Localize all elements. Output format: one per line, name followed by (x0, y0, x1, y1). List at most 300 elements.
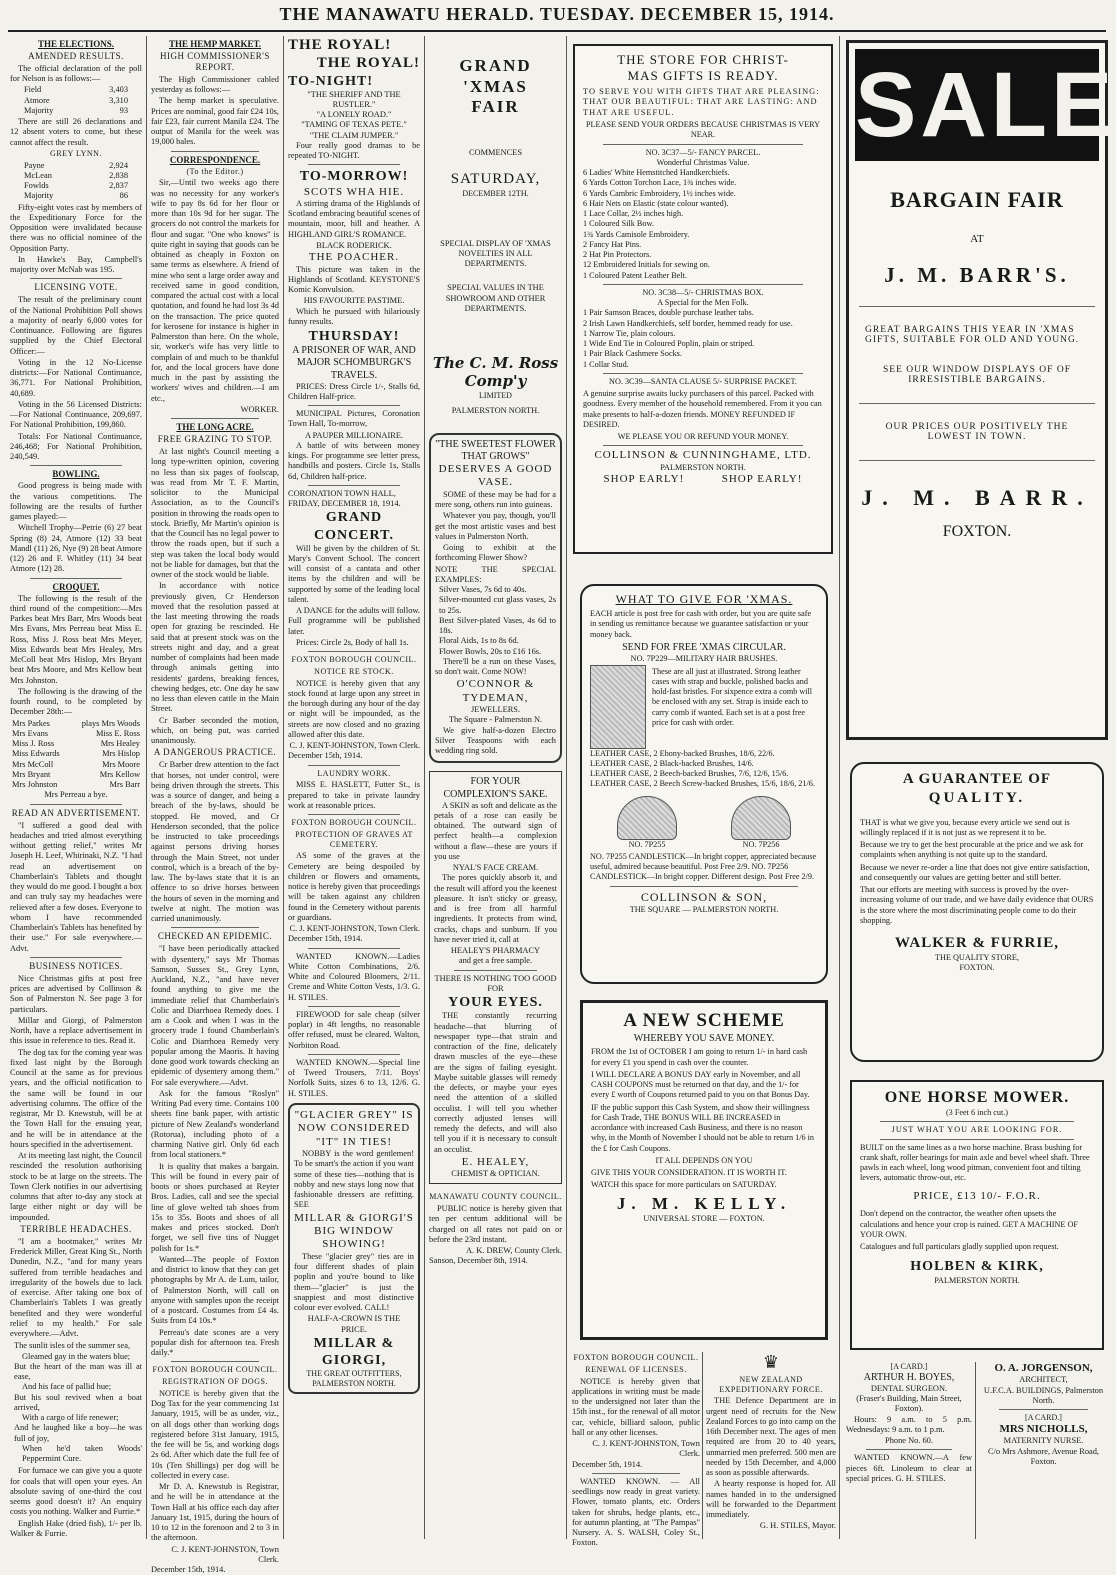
article-text: Will be given by the children of St. Mary's Convent School. The concert will consist of a cantata and other items by the children and will be supported by some of the leading local talent. (288, 543, 420, 604)
table-row: Miss J. Ross Mrs Healey (12, 739, 140, 749)
divider (308, 651, 400, 652)
column-rule (283, 36, 284, 1539)
draw-table (12, 719, 140, 801)
hemp-heading: THE HEMP MARKET. (168, 39, 262, 49)
xmas: 'XMAS (463, 76, 528, 96)
grand-concert: GRAND CONCERT. (314, 510, 394, 543)
article-text: A DANCE for the adults will follow. Full programme will be published later. (288, 606, 420, 636)
divider (30, 465, 122, 466)
royal-line-1: THE ROYAL! (288, 37, 392, 53)
grey-lynn: GREY LYNN. (50, 148, 102, 158)
divider (603, 373, 803, 374)
signature: A. K. DREW, County Clerk. (465, 1246, 562, 1256)
card-address: C/o Mrs Ashmore, Avenue Road, Foxton. (987, 1446, 1100, 1466)
ad-text: The pores quickly absorb it, and the result will afford you the keenest pleasure. It isn't sticky or greasy, and is free from all harmful ingredients. It protects from wind, cracks, chaps and sunburn. If you have never tried it, call at (434, 873, 557, 944)
column-rule (839, 36, 840, 1539)
barr-foxton: FOXTON. (942, 523, 1012, 540)
holben-kirk: HOLBEN & KIRK, (910, 1259, 1044, 1275)
business-heading: BUSINESS NOTICES. (29, 960, 123, 971)
tonight-heading: TO-NIGHT! (288, 73, 373, 89)
candlestick-number: NO. 7P256 (742, 839, 780, 849)
article-text: The official declaration of the poll for Nelson is as follows:— (10, 63, 142, 84)
table-row: Mrs Bryant Mrs Kellow (12, 769, 140, 779)
article-text: MISS E. HASLETT, Futter St., is prepared to take in private laundry work at reasonable prices. (288, 780, 420, 810)
kelly-sub: UNIVERSAL STORE — FOXTON. (643, 1213, 765, 1223)
divider (308, 405, 400, 406)
article-text: In accordance with notice previously given, Cr Henderson moved that the resolution passed at the last meeting throwing the roads open for grazing be rescinded. He said that at present stock was on the streets night and day, and a great number of complaints had been made through animals getting into residents' gardens, breaking fences, chewing hedges, etc. One day he saw no less than eleven cattle in the Main Street. (151, 581, 279, 714)
article-text: A battle of wits between money kings. For programme see letter press, handbills and posters. Circle 1s, Stalls 6d, Children half-price. (288, 440, 420, 481)
county-notice (429, 1192, 562, 1266)
jewellers: JEWELLERS. (470, 705, 521, 715)
grand: GRAND (459, 56, 532, 75)
parcel-1-sub: Wonderful Christmas Value. (656, 157, 750, 167)
column-4 (429, 36, 562, 1541)
card-tag: [A CARD.] (890, 1362, 928, 1371)
card-name: O. A. JORGENSON, (994, 1362, 1093, 1374)
divider (603, 144, 803, 145)
column-1 (10, 36, 142, 1541)
divider (603, 445, 803, 446)
millionaire: A PAUPER MILLIONAIRE. (304, 430, 404, 440)
film-title: "THE SHERIFF AND THE RUSTLER." (307, 89, 401, 109)
table-row: McLean 2,838 (24, 170, 128, 180)
card-name: MRS NICHOLLS, (999, 1422, 1088, 1435)
case-line: LEATHER CASE, 2 Beech-backed Brushes, 7/6, 12/6, 15/6. (590, 769, 789, 778)
store-heading-1: THE STORE FOR CHRIST- (617, 52, 789, 67)
divider (308, 485, 400, 486)
divider (171, 418, 259, 419)
millar-sub: THE GREAT OUTFITTERS, PALMERSTON NORTH. (306, 1368, 402, 1388)
barrs: J. M. BARR'S. (884, 263, 1070, 287)
store-heading-2: MAS GIFTS IS READY. (627, 68, 779, 84)
walker-furrie: WALKER & FURRIE, (895, 935, 1059, 951)
article-text: PUBLIC notice is hereby given that ten per centum additional will be charged on all rates not paid on or before the 23rd instant. (429, 1204, 562, 1244)
card-name: ARTHUR H. BOYES, (863, 1371, 955, 1383)
candlestick-illustration (617, 796, 677, 840)
saturday: SATURDAY, (450, 171, 541, 188)
article-text: A stirring drama of the Highlands of Scotland embracing beautiful scenes of mountain, moor, hill and heather. A HIGHLAND GIRL'S ROMANCE. (288, 198, 420, 239)
tomorrow-heading: TO-MORROW! (299, 169, 409, 185)
send-orders: PLEASE SEND YOUR ORDERS BECAUSE CHRISTMAS IS VERY NEAR. (585, 120, 821, 140)
dentist-card (846, 1362, 972, 1540)
at: AT (970, 233, 984, 245)
poem-line: But his soul revived when a boat arrived, (14, 1392, 142, 1412)
ad-text: BUILT on the same lines as a two horse machine. Brass bushing for crank shaft, roller bearings for main axle and bevel wheel shaft. Three pawls in each wheel, long wood pitman, convenient foot and tilting levers, automatic throw-out, etc. (860, 1142, 1090, 1183)
table-row: Mrs Johnston Mrs Barr (12, 780, 140, 790)
signature: C. J. KENT-JOHNSTON, Town Clerk. (289, 924, 420, 934)
collinson-sub: THE SQUARE — PALMERSTON NORTH. (629, 904, 779, 914)
ross-logo: The C. M. Ross Comp'y (432, 354, 559, 391)
eyes-line: THERE IS NOTHING TOO GOOD FOR (434, 973, 557, 993)
grand-xmas-ad (429, 36, 562, 417)
results-table (24, 161, 128, 202)
article-text: NOTICE is hereby given that applications in writing must be made to the undersigned not later than the 15th inst., for the renewal of all motor car, vehicle, billiard saloon, public hall or any other licenses. (572, 1376, 700, 1437)
article-text: Perreau's date scones are a very popular dish for afternoon tea. Fresh daily.* (151, 1327, 279, 1357)
ad-text: FROM the 1st of OCTOBER I am going to return 1/- in hard cash for every £1 you spend in cash over the counter. (591, 1047, 808, 1067)
ad-text: GIVE THIS YOUR CONSIDERATION. IT IS WORTH IT. (591, 1168, 787, 1177)
table-row: Majority 93 (24, 105, 128, 115)
long-acre-subheading: FREE GRAZING TO STOP. (157, 434, 273, 445)
bye-line: Mrs Perreau a bye. (44, 790, 108, 800)
article-text: Mr D. A. Knewstub is Registrar, and he will be in attendance at the Town Hall at his office each day after January 1st, 1915, during the hours of 10 to 12 in the forenoon and 2 to 3 in the afternoon. (151, 1482, 279, 1543)
card-role: DENTAL SURGEON. (870, 1383, 948, 1393)
divider (610, 886, 798, 887)
article-text: Witchell Trophy—Petrie (6) 27 beat Spring (8) 24, Atmore (12) 33 beat Mandl (11) 26, Nye (9) 28 beat Atmore (12) 26 and F. Whitley (11) 34 beat Atmore (12) 28. (10, 523, 142, 574)
parcel-3-heading: NO. 3C39—SANTA CLAUSE 5/- SURPRISE PACKET. (609, 376, 797, 386)
complexion-ad (429, 771, 562, 1184)
article-text: THE Defence Department are in urgent need of recruits for the New Zealand Forces to go into camp on the 16th December next. The ages of men required are from 20 to 40 years, unmarried men preferred. 500 men are needed by 15th December, and 4,000 as soon as possible afterwards. (706, 1396, 836, 1478)
walker-place: FOXTON. (959, 963, 995, 972)
collinson: COLLINSON & SON, (640, 889, 768, 904)
poem (14, 1341, 142, 1464)
note: NOTE THE SPECIAL EXAMPLES: (435, 564, 556, 584)
shop-early: SHOP EARLY! SHOP EARLY! (603, 473, 803, 486)
article-text: Wanted—The people of Foxton and district to know that they can get photographs by Mr A. de Lum, tailor, of Palmerston North, will call on anyone with samples upon the receipt of a postcard. Costumes from £4 4s. Suits from £4 10s.* (151, 1254, 279, 1326)
what-to-give-heading: WHAT TO GIVE FOR 'XMAS. (615, 592, 793, 606)
article-text: "I suffered a good deal with headaches and tried almost everything without getting relief," writes Mr Joseph H. Leef, Whirinaki, N.Z. "I had read an advertisement on Chamberlain's Tablets and thought they would do me good. I bought a box and can truly say my headaches were relieved after a few doses. Everyone to whom I have recommended Chamberlain's Tablets has benefited by their use." For sale everywhere.—Advt. (10, 820, 142, 953)
square: The Square - Palmerston N. (448, 715, 543, 725)
divider (880, 1139, 1074, 1140)
article-text: It is quality that makes a bargain. This will be found in every pair of boots or shoes purchased at Reyter Bros. Ladies, call and see the special line of glove welted tab shoes from 15s to 35s. Boots and shoes of all makes and prices stocked. Don't forget, we sell five tins of Nugget polish for 1s.* (151, 1161, 279, 1253)
column-rule (146, 36, 147, 1539)
parcel-item: 6 Yards Cambric Embroidery, 1½ inches wide. (583, 188, 736, 198)
special-values: SPECIAL VALUES IN THE SHOWROOM AND OTHER DEPARTMENTS. (445, 283, 546, 313)
poem-line: Gleamed gay in the waters blue; (22, 1351, 131, 1361)
ad-text: THAT is what we give you, because every article we send out is willingly replaced if it is not just as we represent it to be. (860, 817, 1070, 837)
article-text: A hearty response is hoped for. All names handed in to the undersigned will be forwarded to the Department immediately. (706, 1479, 836, 1520)
article-text: In Hawke's Bay, Campbell's majority over McNab was 195. (10, 254, 142, 275)
article-text: For furnace we can give you a quote for coals that will open your eyes. An absolute saving of one-third the cost seems good doesn't it? An enquiry costs you nothing. Walker and Furrie.* (10, 1466, 142, 1517)
column-rule (975, 1362, 976, 1539)
ad-text: IF the public support this Cash System, and show their willingness for Cash Trade, THE BONUS WILL BE INCREASED in accordance with increased Cash Business, and there is no reason why, in the Month of November I should not be able to return 1/6 in the £ for Cash Coupons. (591, 1102, 814, 1153)
divider (30, 278, 122, 279)
article-text: Millar and Giorgi, of Palmerston North, have a replace advertisement in this issue in reference to ties. Read it. (10, 1015, 142, 1046)
date: December 5th, 1914. (572, 1459, 643, 1469)
fair: FAIR (471, 97, 520, 117)
christmas-store-ad (573, 44, 833, 554)
signature: G. H. STILES, Mayor. (759, 1521, 836, 1531)
ad-text: Because we try to get the best procurable at the price and we ask for complaints when anything is not quite up to the standard. (860, 840, 1084, 860)
poem-line: And he laughed like a boy—he was full of joy, (14, 1423, 142, 1443)
ad-text: Don't depend on the contractor, the weather often upsets the calculations and hence your crop is ruined. GET A MACHINE OF YOUR OWN. (860, 1209, 1078, 1239)
card-role: ARCHITECT, (1019, 1375, 1068, 1385)
article-text: NOTICE is hereby given that the Dog Tax for the year commencing 1st January, 1915, will be as under, viz., on all dogs other than working dogs registered before 31st January, 1915, the fee will be 5s, and working dogs 2s 6d. After which date the full fee of 10s (Ten Shillings) per dog will be collected in every case. (151, 1388, 279, 1480)
collinson-cunninghame-sub: PALMERSTON NORTH. (660, 463, 746, 472)
table-row: Fowlds 2,837 (24, 181, 128, 191)
ad-text: Going to exhibit at the forthcoming Flower Show? (435, 543, 556, 563)
candlestick-number: NO. 7P255 (628, 839, 666, 849)
ad-text: THE constantly recurring headache—that blurring of newspaper type—that strain and contraction of the fine, delicately drawn muscles of the eye—these are the signs of failing eyesight. Maybe suitable glasses will remedy the defects, or maybe your eyes need the attention of a skilled occulist. I will tell you whether correctly adjusted lenses will remedy the defects, and will also tell you if it is necessary to consult an occulist. (434, 1011, 557, 1154)
scheme-subheading: WHEREBY YOU SAVE MONEY. (633, 1032, 775, 1044)
signature: C. J. KENT-JOHNSTON, Town Clerk. (592, 1439, 700, 1459)
film-title: "THE CLAIM JUMPER." (309, 130, 399, 140)
scots-heading: SCOTS WHA HIE. (303, 185, 405, 198)
article-text: At its meeting last night, the Council rescinded the resolution authorising stock to be at large on the streets. The Town Clerk notifies in our advertising columns that after to-day any stock at large either night or day will be impounded. (10, 1151, 142, 1222)
article-text: MUNICIPAL Pictures, Coronation Town Hall, To-morrow, (288, 409, 420, 429)
ties-ad (288, 1103, 420, 1395)
ad-text: OUR PRICES OUR POSITIVELY THE LOWEST IN TOWN. (885, 422, 1069, 442)
divider (171, 927, 259, 928)
divider (859, 460, 1095, 461)
ad-text: There'll be a run on these Vases, so don't wait. Come NOW! (435, 656, 556, 677)
looking: JUST WHAT YOU ARE LOOKING FOR. (891, 1125, 1063, 1135)
eyes-heading: YOUR EYES. (448, 995, 543, 1011)
card-tag: [A CARD.] (1025, 1413, 1062, 1423)
example: Floral Aids, 1s to 8s 6d. (439, 636, 519, 646)
poem-line: The sunlit isles of the summer sea, (14, 1341, 131, 1351)
sale-ad (846, 40, 1116, 740)
signature: C. J. KENT-JOHNSTON, Town Clerk. (171, 1544, 279, 1564)
epidemic-heading: CHECKED AN EPIDEMIC. (157, 931, 273, 942)
read-ad-heading: READ AN ADVERTISEMENT. (11, 807, 141, 818)
ross-logo-sub: LIMITED (479, 390, 512, 400)
divider (30, 578, 122, 579)
example: Flower Bowls, 20s to £16 16s. (439, 646, 542, 656)
divider (454, 970, 537, 971)
poem-line: And his face of pallid hue; (22, 1382, 112, 1392)
parcel-item: 1 Coloured Patent Leather Belt. (583, 270, 687, 280)
place: PALMERSTON NORTH. (451, 406, 540, 416)
ad-text: SOME of these may be had for a mere song, others run into guineas. (435, 489, 556, 510)
dogs-subheading: REGISTRATION OF DOGS. (162, 1377, 268, 1386)
table-row: Payne 2,924 (24, 160, 128, 170)
ad-text: That our efforts are meeting with success is proved by the over-increasing volume of our trade, and we have daily evidence that OURS is the store where the most discriminating people come to do their shopping. (860, 885, 1094, 925)
card-role: MATERNITY NURSE. (1003, 1436, 1084, 1446)
masthead: THE MANAWATU HERALD. TUESDAY. DECEMBER 15, 1914. (279, 4, 835, 24)
ad-text: These are all just at illustrated. Strong leather cases with strap and buckle, polished backs and hold-fast bristles. For sixpence extra a comb will be enclosed with any set. Strap is inside each to carry comb if wanted. Each set is at a post free price for cash with order. (652, 666, 813, 727)
article-text: English Hake (dried fish), 1/- per lb. Walker & Furrie. (10, 1518, 142, 1538)
prisoner: A PRISONER OF WAR, AND MAJOR SCHOMBURGK'S TRAVELS. (292, 345, 416, 381)
guarantee-heading: A GUARANTEE OF (902, 771, 1052, 787)
parcel-item: 6 Yards Cotton Torchon Lace, 1¾ inches wide. (583, 178, 737, 188)
ad-text: A genuine surprise awaits lucky purchasers of this parcel. Packed with goodness. Every member of the household remembered. From it you can make presents to half-a-dozen friends. MONEY REFUNDED IF DESIRED. (583, 389, 822, 429)
ad-text: Because we never re-order a line that does not give entire satisfaction, and consequently our values are getting better and still better. (860, 862, 1090, 882)
ad-text: These "glacier grey" ties are in four different shades of plain poplin and you're bound to like them—"glacier" is just the snappiest and most distinctive colour ever evolved. CALL! (294, 1251, 414, 1313)
table-row: Mrs Parkes plays Mrs Woods (12, 718, 140, 728)
parcel-1-heading: NO. 3C37—5/- FANCY PARCEL. (645, 147, 761, 157)
bowling-heading: BOWLING. (52, 469, 100, 480)
article-text: "I have been periodically attacked with dysentery," says Mr Thomas Samson, Sussex St., Grey Lynn, Auckland, N.Z., "and have never found anything to give me the immediate relief that Chamberlain's Colic and Diarrhoea Remedy does. I am a Cook and when I was in the grocery trade I found Chamberlain's Colic and Diarrhoea Remedy very popular among the Maoris. It having done good work towards checking an epidemic of dysentery among them." For sale everywhere.—Advt. (151, 944, 279, 1087)
article-text: Cr Barber drew attention to the fact that horses, not under control, were being driven through the streets. This was a source of danger, and being a breach of the by-laws, should be stopped. He moved, and Cr Henderson seconded, that the police be instructed to take proceedings against persons driving horses through the Main Street, not under control, which is a breach of the by-law. The by-laws state that it is an offence to so drive horses between the hours of seven in the morning and twelve at night. The motion was carried unanimously. (151, 760, 279, 924)
pastime: HIS FAVOURITE PASTIME. (303, 296, 405, 306)
parcel-item: 1 Pair Samson Braces, double purchase leather tabs. (583, 308, 754, 318)
mower-heading: ONE HORSE MOWER. (884, 1089, 1070, 1106)
ad-text: We give half-a-dozen Electro Silver Teaspoons with each wedding ring sold. (435, 725, 556, 756)
divider (859, 403, 1095, 404)
candlestick-a (617, 796, 677, 850)
divider (308, 948, 400, 949)
coronation-date: FRIDAY, DECEMBER 18, 1914. (288, 499, 401, 509)
column-3 (288, 36, 420, 1541)
example: Silver-mounted cut glass vases, 2s to 25s. (439, 595, 556, 615)
depends: IT ALL DEPENDS ON YOU (655, 1155, 753, 1165)
parcel-item: 2 Irish Lawn Handkerchiefs, self border, hemmed ready for use. (583, 318, 793, 328)
divider (592, 1473, 680, 1474)
ad-text: SEE OUR WINDOW DISPLAYS OF OF IRRESISTIBLE BARGAINS. (883, 365, 1071, 385)
article-text: The following is the drawing of the fourth round, to be completed by December 28th:— (10, 686, 142, 717)
parcel-item: 1 Collar Stud. (583, 359, 629, 369)
deserves: DESERVES A GOOD VASE. (438, 462, 553, 489)
divider (308, 1006, 400, 1007)
royal-line-2: THE ROYAL! (316, 55, 420, 72)
table-row: Mrs Evans Miss E. Ross (12, 728, 140, 738)
divider (880, 1121, 1074, 1122)
divider (308, 164, 400, 165)
vase-ad (429, 433, 562, 764)
article-text: AS some of the graves at the Cemetery are being despoiled by children or flowers and ornaments, notice is hereby given that proceedings will be taken against any children found in the Cemetery without parents or guardians. (288, 851, 420, 922)
hemp-subheading: HIGH COMMISSIONER'S REPORT. (160, 50, 270, 72)
ad-text: NO. 7P255 CANDLESTICK—In bright copper, appreciated because useful, admired because beautiful. Post Free 2/9. NO. 7P256 CANDLESTICK—In bright copper. Different design. Post Free 2/9. (590, 851, 817, 882)
poem-line: With a cargo of life renewer; (22, 1413, 119, 1422)
table-row: Field 3,403 (24, 85, 128, 95)
fair-date: DECEMBER 12TH. (462, 188, 529, 198)
example: Silver Vases, 7s 6d to 40s. (439, 585, 527, 595)
complexion-heading: FOR YOUR COMPLEXION'S SAKE. (443, 776, 548, 800)
article-text: Voting in the 12 No-License districts:—For National Continuance, 36,771. For National Prohibition, 40,689. (10, 357, 142, 398)
graves-subheading: PROTECTION OF GRAVES AT CEMETERY. (295, 829, 413, 849)
thursday-heading: THURSDAY! (308, 329, 400, 345)
table-row: Atmore 3,310 (24, 95, 128, 105)
healey-pharmacy: HEALEY'S PHARMACY (450, 946, 541, 956)
barr: J. M. BARR. (861, 485, 1093, 510)
case-line: LEATHER CASE, 2 Beech Screw-backed Brushes, 15/6, 18/6, 21/6. (590, 779, 815, 789)
ad-text: EACH article is post free for cash with order, but you are quite safe in sending us remittance because we guarantee satisfaction or your money back. (590, 609, 812, 639)
article-text: The following is the result of the third round of the competition:—Mrs Parkes beat Mrs Barr, Mrs Woods beat Mrs Evans, Mrs Perreau beat Miss E. Ross, Miss J. Ross beat Mrs Meyer, Miss Edwards beat Mrs Healey, Mrs McColl beat Mrs Hislop, Mrs Bryant beat Mrs Moore, and Mrs Kellow beat Mrs Johnston. (10, 593, 142, 685)
signature: WORKER. (240, 404, 279, 414)
article-text: Nice Christmas gifts at post free prices are advertised by Collinson & Son of Palmerston N. See page 3 for particulars. (10, 973, 142, 1014)
film-title: "A LONELY ROAD." (316, 110, 392, 120)
headaches-heading: TERRIBLE HEADACHES. (20, 1223, 132, 1234)
card-address: (Fraser's Building, Main Street, Foxton). (856, 1394, 962, 1414)
date: December 15th, 1914. (288, 751, 363, 761)
commences: COMMENCES (468, 148, 523, 158)
classified-ad: FIREWOOD for sale cheap (silver poplar) in 4ft lengths, no reasonable offer refused, must be cleared. Walton, Norbiton Road. (288, 1009, 420, 1050)
poem-line: When he'd taken Woods' Peppermint Cure. (22, 1443, 142, 1463)
bargain-fair: BARGAIN FAIR (890, 187, 1064, 212)
window-showing: MILLAR & GIORGI'S BIG WINDOW SHOWING! (294, 1211, 414, 1251)
table-row: Majority 86 (24, 191, 128, 201)
article-text: Sir,—Until two weeks ago there was no necessity for any worker's wife to pay 8s 6d for her flour or more than 10s 9d for her sugar. The grocers do not control the markets for flour and sugar. "One who knows" is quite right in saying that goods can be obtained as cheaply in Foxton on same terms as elsewhere. A friend of mine who sent a large order away and received same in good condition, compared the actual cost with a local quotation, and found he had lost 3s 4d on the transaction. The price quoted for kerosene for instance is higher in Palmerston than here. On the whole, sir, worker's wife has very little to complain of and much to be thankful for, and the local grocers have done much in the past by assisting the workers' wives and children.—I am etc., (151, 178, 279, 403)
divider (30, 957, 122, 958)
to-the-editor: (To the Editor.) (186, 166, 244, 176)
stock-subheading: NOTICE RE STOCK. (314, 666, 394, 676)
article-text: At last night's Council meeting a long type-written opinion, covering no less than six pages of foolscap, was read from Mr T. F. Martin, solicitor to the Municipal Association, as to the Council's position in throwing the roads open to stock. Briefly, Mr Martin's opinion is that the Council has no legal power to throw the roads open, but if such a step was taken the local body would not be liable for damages, but that the owner of the stock would be liable. (151, 447, 279, 580)
collinson-cunninghame: COLLINSON & CUNNINGHAME, LTD. (594, 449, 812, 462)
article-text: PRICES: Dress Circle 1/-, Stalls 6d, Children Half-price. (288, 381, 420, 401)
sale-banner: SALE (855, 49, 1099, 161)
candlestick-illustration (731, 796, 791, 840)
classified-ad: WANTED KNOWN.—A few pieces 6ft. Linoleum to clear at special prices. G. H. STILES. (846, 1453, 972, 1483)
coat-of-arms-icon: ♛ (762, 1352, 780, 1372)
quality-heading: QUALITY. (928, 789, 1026, 806)
licensing-heading: LICENSING VOTE. (34, 282, 118, 293)
example: Best Silver-plated Vases, 4s 6d to 18s. (439, 615, 556, 636)
column-2 (151, 36, 279, 1574)
divider (603, 284, 803, 285)
table-row: Miss Edwards Mrs Hislop (12, 749, 140, 759)
classified-ad: WANTED KNOWN. — All seedlings now ready in great variety. Flower, tomato plants, etc. Orders taken for shrubs, hedge plants, etc., for autumn planting, at "The Pampas" Nursery. A. S. WALSH, Coley St., Foxton. (572, 1476, 700, 1548)
ad-text: WE PLEASE YOU OR REFUND YOUR MONEY. (617, 432, 789, 441)
column-rule (566, 36, 567, 1539)
table-row: Mrs McColl Mrs Moore (12, 759, 140, 769)
correspondence-heading: CORRESPONDENCE. (169, 154, 261, 165)
parcel-item: 6 Ladies' White Hemstitched Handkerchiefs. (583, 168, 730, 177)
article-text: NOTICE is hereby given that any stock found at large upon any street in the borough during any hour of the day or night will be impounded, as the streets are now closed and no grazing allowed after this date. (288, 678, 420, 739)
brushes-row (590, 665, 818, 749)
elections-heading: THE ELECTIONS. (37, 39, 115, 49)
card-hours: Hours: 9 a.m. to 5 p.m. Wednesdays: 9 a.m. to 1 p.m. (846, 1414, 972, 1434)
dangerous-heading: A DANGEROUS PRACTICE. (153, 747, 277, 758)
what-to-give-ad (580, 584, 828, 984)
classified-ad: WANTED KNOWN.—Ladies White Cotton Combinations, 2/6. White and Coloured Bloomers, 2/11. Creme and White Cotton Vests, 1/3. G. H. STILES. (288, 951, 420, 1002)
divider (308, 1054, 400, 1055)
signature: C. J. KENT-JOHNSTON, Town Clerk. (289, 741, 420, 751)
licenses-subheading: RENEWAL OF LICENSES. (585, 1364, 687, 1374)
masthead-rule (8, 30, 1106, 32)
parcel-2-heading: NO. 3C38—5/- CHRISTMAS BOX. (642, 287, 764, 297)
guarantee-ad (850, 762, 1104, 1062)
article-text: Four really good dramas to be repeated TO-NIGHT. (288, 140, 420, 161)
long-acre-heading: THE LONG ACRE. (176, 422, 254, 433)
ad-text: WATCH this space for more particulars on SATURDAY. (591, 1180, 777, 1190)
parcel-item: 2 Fancy Hat Pins. (583, 239, 642, 249)
date: December 15th, 1914. (288, 934, 363, 944)
special-display: SPECIAL DISPLAY OF 'XMAS NOVELTIES IN ALL DEPARTMENTS. (440, 238, 551, 268)
nzef-notice (706, 1352, 836, 1540)
scheme-heading: A NEW SCHEME (623, 1010, 785, 1031)
card-phone: Phone No. 60. (885, 1436, 933, 1446)
parcel-item: 2 Hat Pin Protectors. (583, 250, 652, 259)
architect-card (979, 1362, 1108, 1540)
parcel-item: 1 Coloured Silk Bow. (583, 219, 654, 229)
county-heading: MANAWATU COUNTY COUNCIL. (429, 1192, 562, 1202)
stock-heading: FOXTON BOROUGH COUNCIL. (291, 655, 417, 665)
roderick: BLACK RODERICK. (316, 240, 392, 250)
divider (171, 1361, 259, 1362)
article-text: The hemp market is speculative. Prices are nominal, good fair £24 10s, fair £23, fair current Manila £24. The output of Manila for the week was 19,000 bales. (151, 96, 279, 147)
licenses-notice (572, 1352, 700, 1548)
ad-text: TO SERVE YOU WITH GIFTS THAT ARE PLEASING: THAT OUR BEAUTIFUL: THAT ARE LASTING: AND THAT ARE USEFUL. (583, 86, 820, 117)
divider (171, 151, 259, 152)
ad-text: Whatever you pay, though, you'll get the most artistic vases and best values in Palmerston North. (435, 511, 556, 541)
date: Sanson, December 8th, 1914. (429, 1256, 528, 1266)
oconnor: O'CONNOR & TYDEMAN, (456, 678, 535, 704)
article-text: The dog tax for the coming year was fixed last night by the Borough Council at the same as for previous years, and the official notification to the same will be found in our advertising columns. The office of the registrar, Mr D. Knewstub, will be at the Town Hall for the ensuing year, and he will be in attendance at the hours specified in the advertisement. (10, 1047, 142, 1149)
circular: SEND FOR FREE 'XMAS CIRCULAR. (622, 641, 786, 653)
poem-line: But the heart of the man was ill at ease, (14, 1361, 142, 1381)
poacher: THE POACHER. (308, 251, 400, 264)
licenses-heading: FOXTON BOROUGH COUNCIL. (573, 1353, 699, 1362)
parcel-item: 12 Embroidered Initials for sewing on. (583, 260, 710, 270)
article-text: The High Commissioner cabled yesterday as follows:— (151, 74, 279, 95)
mower-ad (850, 1080, 1104, 1350)
candlestick-b (731, 796, 791, 850)
dogs-heading: FOXTON BOROUGH COUNCIL. (152, 1365, 278, 1375)
parcel-item: 1 Pair Black Cashmere Socks. (583, 349, 682, 359)
date: December 15th, 1914. (151, 1565, 226, 1574)
divider (308, 765, 400, 766)
column-rule (424, 36, 425, 1539)
parcel-2-sub: A Special for the Men Folk. (657, 298, 749, 307)
mower-sub: (3 Feet 6 inch cut.) (945, 1108, 1009, 1117)
article-text: Voting in the 56 Licensed Districts:—For National Continuance, 209,697. For National Prohibition, 199,860. (10, 399, 142, 430)
article-text: Good progress is being made with the various competitions. The following are the results of further games played:— (10, 481, 142, 522)
case-line: LEATHER CASE, 2 Ebony-backed Brushes, 18/6, 22/6. (590, 748, 775, 758)
article-text: Which he pursued with hilariously funny results. (288, 306, 420, 326)
article-text: Fifty-eight votes cast by members of the Expeditionary Force for the Opposition were invalidated because there was no official nominee of the Opposition Party. (10, 202, 142, 253)
results-table (24, 85, 128, 116)
article-text: The result of the preliminary count of the National Prohibition Poll shows a majority of nearly 6,000 votes for Continuance. Following are figures supplied by the Chief Electoral Officer:— (10, 295, 142, 356)
